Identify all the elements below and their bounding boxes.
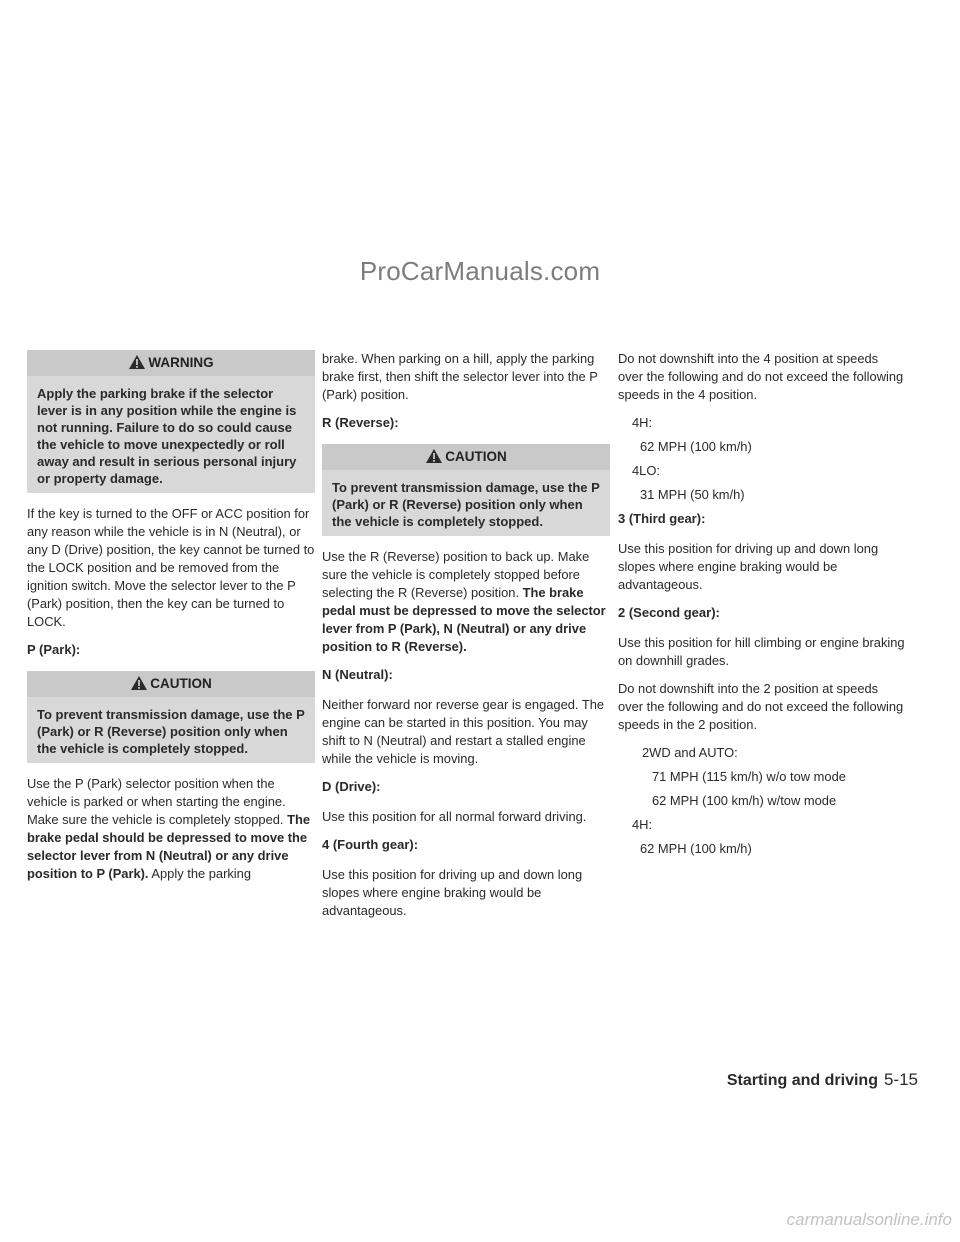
neutral-heading: N (Neutral): (322, 667, 393, 682)
column-3 (618, 350, 906, 864)
caution-text-park: To prevent transmission damage, use the P (Park) or R (Reverse) position only when the vehicle is completely stopped. (37, 707, 305, 756)
fourth-gear-heading: 4 (Fourth gear): (322, 837, 419, 852)
reverse-paragraph (322, 548, 610, 656)
park-text-c: Apply the parking (151, 866, 252, 881)
drive-paragraph: Use this position for all normal forward driving. (322, 809, 587, 824)
list-4lo-label: 4LO: (632, 463, 660, 478)
second-gear-heading: 2 (Second gear): (618, 605, 720, 620)
fourth-downshift-paragraph: Do not downshift into the 4 position at speeds over the following and do not exceed the following speeds in the 4 position. (618, 351, 904, 402)
caution-header-park (27, 671, 315, 697)
list-2wd-speed-tow: 62 MPH (100 km/h) w/tow mode (652, 793, 837, 808)
drive-heading: D (Drive): (322, 779, 381, 794)
column-2 (322, 350, 610, 930)
warning-header (27, 350, 315, 376)
page-footer (700, 1070, 918, 1090)
caution-box-reverse (322, 444, 610, 536)
caution-title-park: CAUTION (150, 676, 212, 691)
page-number: 5-15 (883, 1070, 918, 1089)
watermark-top: ProCarManuals.com (359, 256, 601, 286)
list-2wd-speed-notow: 71 MPH (115 km/h) w/o tow mode (652, 769, 846, 784)
neutral-paragraph: Neither forward nor reverse gear is engaged. The engine can be started in this position. You may shift to N (Neutral) and restart a stalled engine while the vehicle is moving. (322, 697, 605, 766)
list-2-4h-label: 4H: (632, 817, 653, 832)
warning-title: WARNING (148, 355, 214, 370)
footer-section: Starting and driving (726, 1072, 878, 1089)
reverse-heading: R (Reverse): (322, 415, 399, 430)
fourth-gear-paragraph: Use this position for driving up and down long slopes where engine braking would be advantageous. (322, 867, 583, 918)
second-downshift-paragraph: Do not downshift into the 2 position at speeds over the following and do not exceed the following speeds in the 2 position. (618, 681, 904, 732)
list-2wd-label: 2WD and AUTO: (642, 745, 738, 760)
reverse-text-b: The brake pedal must be depressed to move the selector lever from P (Park), N (Neutral) or any drive position to R (Reverse). (322, 585, 606, 654)
park-text-b: The brake pedal should be depressed to move the selector lever from N (Neutral) or any drive position to P (Park). (27, 812, 311, 881)
caution-text-reverse: To prevent transmission damage, use the P (Park) or R (Reverse) position only when the vehicle is completely stopped. (332, 480, 600, 529)
watermark-bottom: carmanualsonline.info (786, 1210, 952, 1229)
warning-text: Apply the parking brake if the selector lever is in any position while the engine is not running. Failure to do so could cause the vehicle to move unexpectedly or roll away and result in serious personal injury or property damage. (37, 386, 297, 486)
park-paragraph (27, 775, 315, 883)
column-1 (27, 350, 315, 893)
list-4lo-speed: 31 MPH (50 km/h) (640, 487, 745, 502)
warning-triangle-icon (425, 448, 443, 464)
parking-continued: brake. When parking on a hill, apply the parking brake first, then shift the selector lever into the P (Park) position. (322, 351, 598, 402)
third-gear-paragraph: Use this position for driving up and down long slopes where engine braking would be advantageous. (618, 541, 879, 592)
warning-triangle-icon (128, 354, 146, 370)
caution-title-reverse: CAUTION (445, 449, 507, 464)
key-position-paragraph: If the key is turned to the OFF or ACC position for any reason while the vehicle is in N (Neutral), or any D (Drive) position, the key cannot be turned to the LOCK position and be removed from the ignition switch. Move the selector lever to the P (Park) position, then the key can be turned to LOCK. (27, 506, 315, 629)
list-4h-speed: 62 MPH (100 km/h) (640, 439, 752, 454)
third-gear-heading: 3 (Third gear): (618, 511, 706, 526)
list-4h-label: 4H: (632, 415, 653, 430)
park-heading: P (Park): (27, 642, 81, 657)
warning-box (27, 350, 315, 493)
caution-box-park (27, 671, 315, 763)
caution-header-reverse (322, 444, 610, 470)
warning-triangle-icon (130, 675, 148, 691)
reverse-text-a: Use the R (Reverse) position to back up. Make sure the vehicle is completely stopped before selecting the R (Reverse) position. (322, 549, 590, 600)
list-2-4h-speed: 62 MPH (100 km/h) (640, 841, 752, 856)
park-text-a: Use the P (Park) selector position when the vehicle is parked or when starting the engine. Make sure the vehicle is completely stopped. (27, 776, 286, 827)
second-gear-paragraph: Use this position for hill climbing or engine braking on downhill grades. (618, 635, 905, 668)
